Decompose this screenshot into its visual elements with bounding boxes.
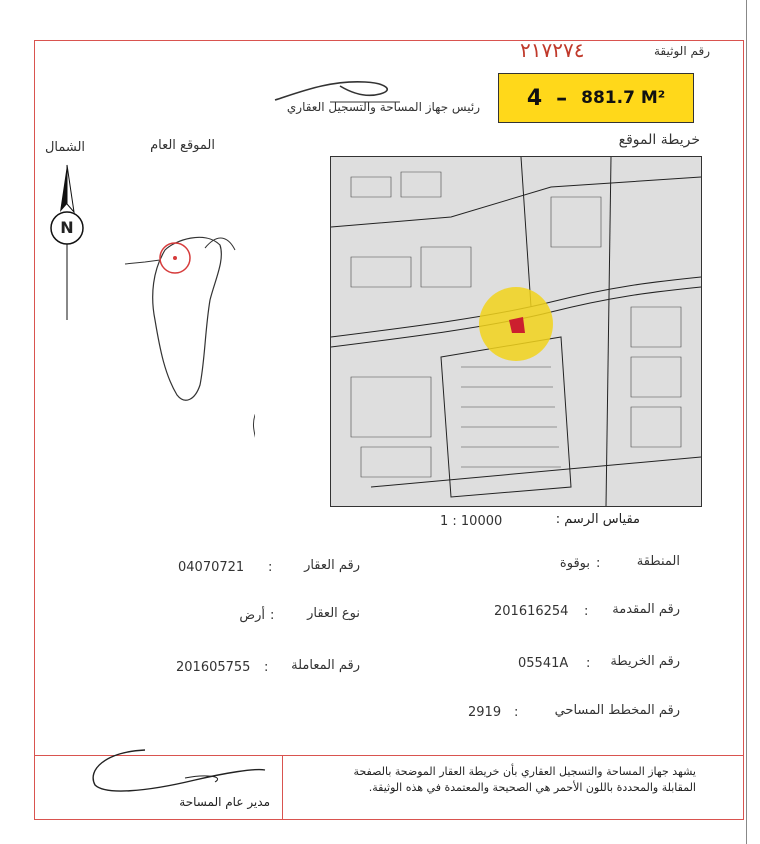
plot-area: 881.7 M²: [581, 88, 666, 108]
director-title: مدير عام المساحة: [179, 795, 270, 809]
general-location-label: الموقع العام: [150, 138, 215, 153]
site-map-label: خريطة الموقع: [618, 132, 700, 148]
document-number: ٢١٧٢٧٤: [520, 38, 585, 62]
colon: :: [268, 560, 273, 575]
area-value: بوقوة: [559, 556, 590, 571]
survey-plan-number-label: رقم المخطط المساحي: [554, 703, 680, 718]
scale-label: مقياس الرسم :: [555, 512, 640, 527]
colon: :: [586, 656, 591, 671]
document-number-label: رقم الوثيقة: [654, 44, 710, 58]
colon: :: [596, 556, 601, 571]
certification-line-1: يشهد جهاز المساحة والتسجيل العقاري بأن خريطة العقار الموضحة بالصفحة: [353, 765, 696, 778]
page-edge: [746, 0, 747, 844]
footer-column-divider: [282, 755, 283, 820]
authority-signatory: رئيس جهاز المساحة والتسجيل العقاري: [286, 100, 480, 114]
property-type-value: أرض: [239, 608, 265, 623]
badge-separator: –: [556, 85, 568, 111]
property-type-label: نوع العقار: [307, 606, 360, 621]
survey-plan-number-value: 2919: [468, 705, 502, 720]
north-arrow-icon: [44, 160, 90, 320]
certification-line-2: المقابلة والمحددة باللون الأحمر هي الصحيحة والمعتمدة في هذه الوثيقة.: [368, 781, 696, 794]
transaction-number-label: رقم المعاملة: [291, 658, 360, 673]
site-map-drawing: [331, 157, 701, 506]
director-signature: [85, 740, 275, 800]
site-map: [330, 156, 702, 507]
north-letter: N: [60, 218, 74, 237]
map-number-value: 05541A: [518, 656, 569, 671]
property-number-value: 04070721: [178, 560, 245, 575]
submission-number-label: رقم المقدمة: [612, 602, 680, 617]
map-number-label: رقم الخريطة: [610, 654, 680, 669]
scale-value: 1 : 10000: [440, 514, 503, 529]
area-label: المنطقة: [636, 554, 680, 569]
north-label: الشمال: [44, 140, 86, 155]
transaction-number-value: 201605755: [176, 660, 251, 675]
plot-number: 4: [526, 85, 543, 111]
bahrain-outline-map: [105, 200, 255, 500]
submission-number-value: 201616254: [494, 604, 569, 619]
colon: :: [264, 660, 269, 675]
colon: :: [514, 705, 519, 720]
colon: :: [584, 604, 589, 619]
property-number-label: رقم العقار: [304, 558, 360, 573]
certification-text: [290, 764, 696, 796]
colon: :: [270, 608, 275, 623]
area-badge: [498, 73, 694, 123]
